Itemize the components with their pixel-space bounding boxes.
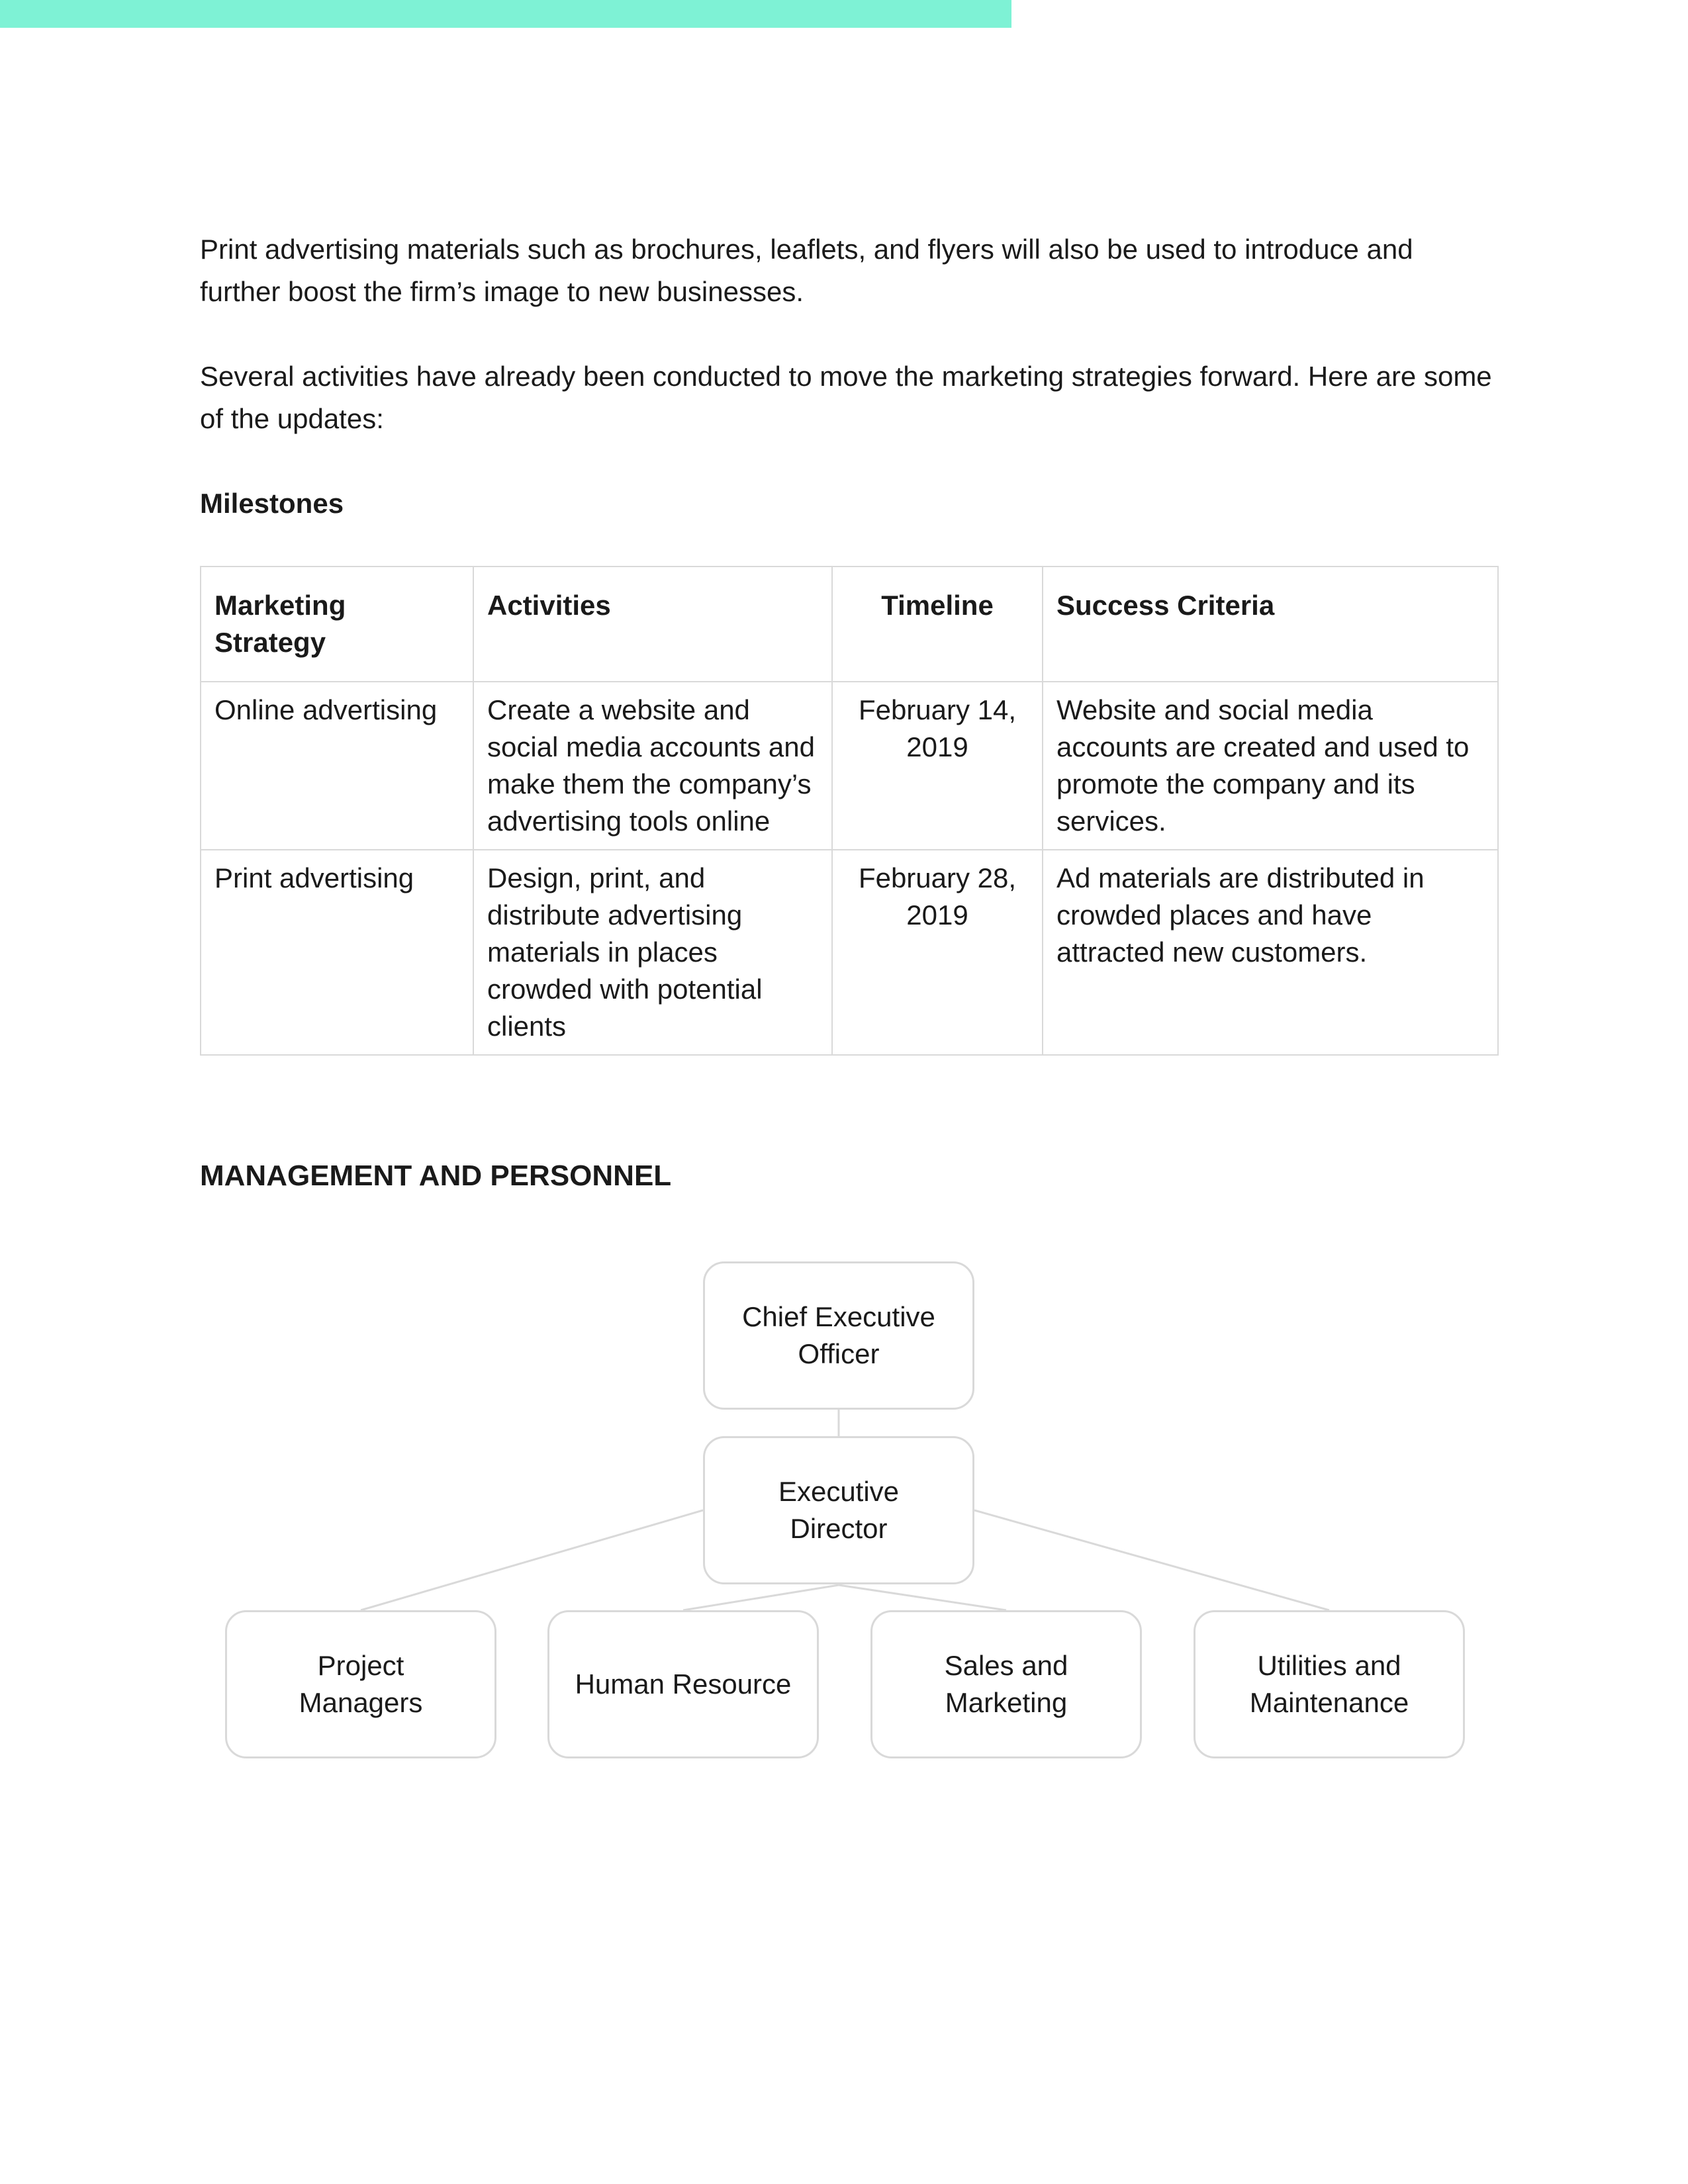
accent-bar [0,0,1011,28]
paragraph-print-advertising: Print advertising materials such as brochures, leaflets, and flyers will also be used to introduce and further boost the firm’s image to new businesses. [200,234,1413,307]
connector-director-utilities [974,1510,1329,1610]
org-node-label: Utilities and Maintenance [1249,1650,1409,1718]
table-header-row [201,567,1498,682]
cell-success-criteria: Website and social media accounts are created and used to promote the company and its services. [1043,682,1498,850]
cell-activities: Design, print, and distribute advertising materials in places crowded with potential clients [473,850,832,1055]
cell-success-criteria: Ad materials are distributed in crowded places and have attracted new customers. [1043,850,1498,1055]
cell-activities: Create a website and social media accounts and make them the company’s advertising tools online [473,682,832,850]
cell-timeline: February 28, 2019 [832,850,1043,1055]
org-node-human-resource [547,1610,819,1758]
org-node-utilities-maintenance [1194,1610,1465,1758]
milestones-table [200,566,1499,1056]
column-header-success-criteria: Success Criteria [1043,567,1498,682]
org-node-label: Human Resource [575,1668,792,1700]
cell-strategy: Online advertising [201,682,473,850]
org-node-label: Sales and Marketing [944,1650,1068,1718]
org-node-sales-marketing [870,1610,1142,1758]
org-node-label: Chief Executive Officer [742,1301,935,1369]
document-body [200,228,1497,1197]
column-header-activities: Activities [473,567,832,682]
connector-director-sales-marketing [839,1585,1006,1610]
org-node-label: Executive Director [778,1476,900,1544]
cell-timeline: February 14, 2019 [832,682,1043,850]
org-node-label: Project Managers [299,1650,423,1718]
paragraph-updates: Several activities have already been conducted to move the marketing strategies forward. Here are some of the updates: [200,361,1492,434]
column-header-strategy: Marketing Strategy [201,567,473,682]
org-node-executive-director [703,1436,974,1584]
table-row [201,682,1498,850]
milestones-heading: Milestones [200,488,344,519]
section-title-management: MANAGEMENT AND PERSONNEL [200,1160,672,1192]
column-header-timeline: Timeline [832,567,1043,682]
cell-strategy: Print advertising [201,850,473,1055]
org-node-ceo [703,1261,974,1410]
connector-director-project-managers [361,1510,703,1610]
connector-director-human-resource [683,1585,839,1610]
org-node-project-managers [225,1610,496,1758]
table-row [201,850,1498,1055]
